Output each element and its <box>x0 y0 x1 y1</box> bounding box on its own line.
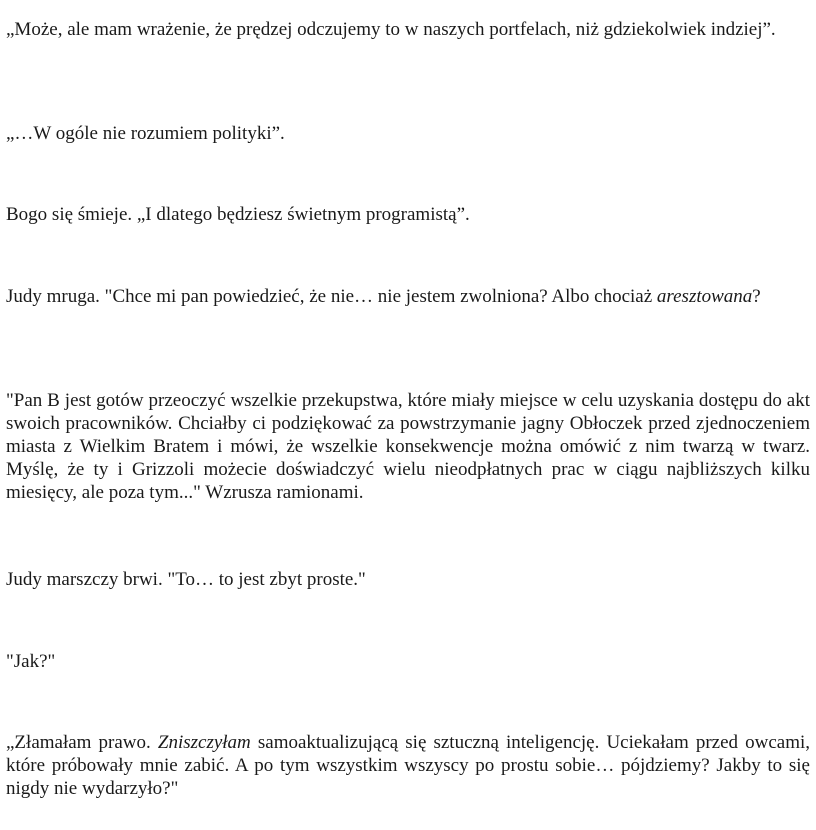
italic-emphasis: aresztowana <box>656 286 753 307</box>
paragraph-5: "Pan B jest gotów przeoczyć wszelkie przekupstwa, które miały miejsce w celu uzyskania dostępu do akt swoich pracowników. Chciałby ci podziękować za powstrzymanie jagny Obłoczek przed zjednoczeniem miasta z Wielkim Bratem i mówi, że wszelkie konsekwencje można omówić z nim twarzą w twarz. Myślę, że ty i Grizzoli możecie doświadczyć wielu nieodpłatnych prac w ciągu najbliższych kilku miesięcy, ale poza tym..." Wzrusza ramionami. <box>6 390 810 503</box>
paragraph-2: „…W ogóle nie rozumiem polityki”. <box>6 123 285 144</box>
paragraph-8: „Złamałam prawo. Zniszczyłam samoaktualizującą się sztuczną inteligencję. Uciekałam przed owcami, które próbowały mnie zabić. A po tym wszystkim wszyscy po prostu sobie… pójdziemy? Jakby to się nigdy nie wydarzyło?" <box>6 732 810 799</box>
paragraph-3: Bogo się śmieje. „I dlatego będziesz świetnym programistą”. <box>6 204 470 225</box>
italic-emphasis: Zniszczyłam <box>157 732 251 753</box>
paragraph-7: "Jak?" <box>6 651 56 672</box>
paragraph-4: Judy mruga. "Chce mi pan powiedzieć, że nie… nie jestem zwolniona? Albo chociaż aresztowana? <box>6 286 761 307</box>
paragraph-1: „Może, ale mam wrażenie, że prędzej odczujemy to w naszych portfelach, niż gdziekolwiek indziej”. <box>6 19 776 40</box>
paragraph-6: Judy marszczy brwi. "To… to jest zbyt proste." <box>6 569 366 590</box>
